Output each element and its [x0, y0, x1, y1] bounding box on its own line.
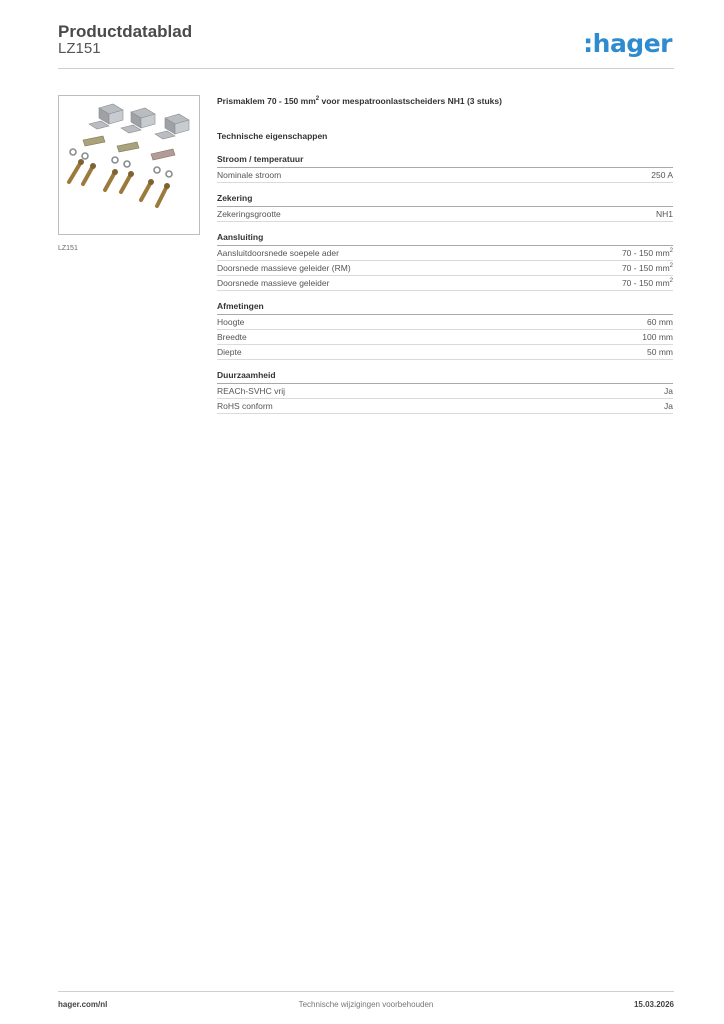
spec-groups [217, 154, 673, 414]
product-description: Prismaklem 70 - 150 $mm^2$ voor mespatroonlastscheiders NH1 (3 stuks) [217, 96, 502, 106]
spec-value: 250 A [651, 170, 673, 180]
spec-value: Ja [664, 401, 673, 411]
section-heading: Technische eigenschappen [217, 131, 328, 141]
hager-logo[interactable] [583, 29, 672, 58]
spec-value: 70 - 150 $mm^2$ [621, 263, 673, 273]
spec-label: Breedte [217, 332, 247, 342]
spec-row [217, 168, 673, 183]
spec-row [217, 276, 673, 291]
spec-label: Nominale stroom [217, 170, 282, 180]
spec-row [217, 330, 673, 345]
spec-group-title: Duurzaamheid [217, 370, 673, 384]
page-footer [58, 991, 674, 1012]
spec-label: Hoogte [217, 317, 245, 327]
spec-row [217, 315, 673, 330]
spec-row [217, 246, 673, 261]
spec-value: 60 mm [647, 317, 673, 327]
product-photo-icon [59, 96, 199, 234]
spec-group-title: Zekering [217, 193, 673, 207]
spec-group-title: Afmetingen [217, 301, 673, 315]
spec-value: 70 - 150 $mm^2$ [621, 248, 673, 258]
spec-label: Aansluitdoorsnede soepele ader [217, 248, 339, 258]
spec-row [217, 399, 673, 414]
logo-text: hager [592, 29, 672, 58]
document-title: Productdatablad [58, 22, 193, 41]
spec-value: 50 mm [647, 347, 673, 357]
spec-label: Diepte [217, 347, 242, 357]
spec-value: NH1 [655, 209, 673, 219]
spec-label: REACh-SVHC vrij [217, 386, 286, 396]
spec-label: RoHS conform [217, 401, 273, 411]
spec-group-title: Stroom / temperatuur [217, 154, 673, 168]
spec-row [217, 345, 673, 360]
page-header [58, 20, 674, 69]
image-caption: LZ151 [58, 245, 78, 252]
footer-date: 15.03.2026 [633, 1000, 674, 1009]
footer-website-link[interactable]: hager.com/nl [58, 1000, 108, 1009]
spec-content [217, 96, 673, 414]
spec-label: Doorsnede massieve geleider [217, 278, 330, 288]
spec-label: Doorsnede massieve geleider (RM) [217, 263, 351, 273]
spec-value: 100 mm [642, 332, 673, 342]
spec-row [217, 261, 673, 276]
spec-group-title: Aansluiting [217, 232, 673, 246]
spec-label: Zekeringsgrootte [217, 209, 281, 219]
spec-value: 70 - 150 $mm^2$ [621, 278, 673, 288]
footer-disclaimer: Technische wijzigingen voorbehouden [298, 1000, 434, 1009]
spec-value: Ja [664, 386, 673, 396]
spec-row [217, 384, 673, 399]
logo-dots-icon: : [583, 29, 593, 58]
product-image [58, 95, 200, 235]
product-code: LZ151 [58, 40, 101, 57]
spec-row [217, 207, 673, 222]
